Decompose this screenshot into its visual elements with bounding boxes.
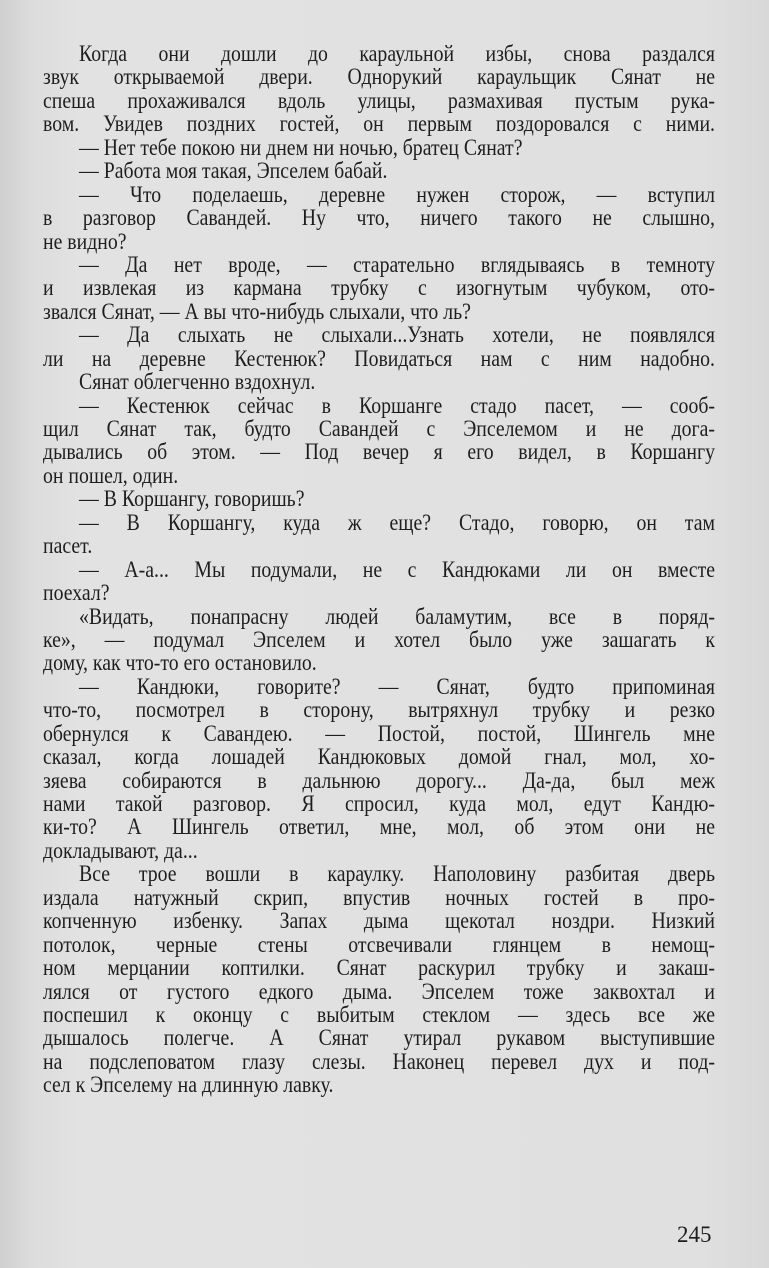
text-line	[43, 722, 715, 745]
text-line	[43, 534, 715, 557]
text-line-content: потолок, черные стены отсвечивали глянцем в немощ-	[43, 931, 716, 957]
text-line-content: поспешил к оконцу с выбитым стеклом — здесь все же	[43, 1001, 715, 1027]
text-line	[43, 487, 715, 510]
page-number: 245	[677, 1222, 712, 1247]
text-line	[43, 815, 715, 838]
text-line	[43, 909, 715, 932]
text-line	[43, 628, 715, 651]
text-line-content: — А-а... Мы подумали, не с Кандюками ли он вместе	[79, 556, 715, 582]
text-line	[43, 136, 715, 159]
text-line-content: Все трое вошли в караулку. Наполовину разбитая дверь	[79, 861, 715, 887]
text-line	[43, 323, 715, 346]
text-line-content: сел к Эпселему на длинную лавку.	[43, 1072, 334, 1098]
text-line	[43, 183, 715, 206]
text-line-content: дому, как что-то его остановило.	[43, 650, 317, 676]
text-line-content: — Кестенюк сейчас в Коршанге стадо пасет, — сооб-	[79, 392, 715, 418]
text-line-content: ке», — подумал Эпселем и хотел было уже зашагать к	[43, 626, 715, 652]
text-line-content: обернулся к Савандею. — Постой, постой, Шингель мне	[43, 720, 715, 746]
text-line	[43, 605, 715, 628]
text-line	[43, 698, 715, 721]
text-line-content: — В Коршангу, говоришь?	[79, 486, 305, 512]
text-line	[43, 464, 715, 487]
text-line-content: вом. Увидев поздних гостей, он первым поздоровался с ними.	[43, 111, 715, 137]
page-body-text	[43, 42, 715, 1097]
text-line-content: звался Сянат, — А вы что-нибудь слыхали, что ль?	[43, 298, 471, 324]
text-line	[43, 886, 715, 909]
text-line-content: издала натужный скрип, впустив ночных гостей в про-	[43, 884, 715, 910]
text-line-content: зяева собираются в дальнюю дорогу... Да-да, был меж	[43, 767, 715, 793]
text-line	[43, 511, 715, 534]
text-line	[43, 769, 715, 792]
text-line-content: сказал, когда лошадей Кандюковых домой гнал, мол, хо-	[43, 744, 715, 770]
text-line	[43, 956, 715, 979]
text-line	[43, 230, 715, 253]
text-line-content: «Видать, понапрасну людей баламутим, все в поряд-	[79, 603, 715, 629]
text-line	[43, 792, 715, 815]
text-line-content: не видно?	[43, 228, 127, 254]
text-line	[43, 417, 715, 440]
text-line-content: ли на деревне Кестенюк? Повидаться нам с ним надобно.	[43, 345, 715, 371]
text-line-content: поехал?	[43, 580, 110, 606]
text-line-content: пасет.	[43, 533, 93, 559]
text-line	[43, 581, 715, 604]
text-line	[43, 1026, 715, 1049]
text-line	[43, 675, 715, 698]
text-line	[43, 89, 715, 112]
text-line-content: — Да нет вроде, — старательно вглядываясь в темноту	[79, 251, 716, 277]
text-line-content: докладывают, да...	[43, 837, 198, 863]
text-line-content: копченную избенку. Запах дыма щекотал ноздри. Низкий	[43, 908, 715, 934]
text-line-content: — Что поделаешь, деревне нужен сторож, — вступил	[79, 181, 715, 207]
text-line	[43, 253, 715, 276]
text-line-content: на подслеповатом глазу слезы. Наконец перевел дух и под-	[43, 1048, 715, 1074]
text-line	[43, 1073, 715, 1096]
text-line-content: дышалось полегче. А Сянат утирал рукавом выступившие	[43, 1025, 716, 1051]
text-line-content: Когда они дошли до караульной избы, снова раздался	[79, 41, 715, 66]
text-line	[43, 1050, 715, 1073]
text-line-content: ки-то? А Шингель ответил, мне, мол, об этом они не	[43, 814, 715, 840]
text-line	[43, 347, 715, 370]
text-line-content: ном мерцании коптилки. Сянат раскурил трубку и закаш-	[43, 955, 715, 981]
text-line-content: и извлекая из кармана трубку с изогнутым чубуком, ото-	[43, 275, 715, 301]
text-line	[43, 300, 715, 323]
text-line	[43, 933, 715, 956]
text-line-content: нами такой разговор. Я спросил, куда мол, едут Кандю-	[43, 791, 715, 816]
text-line-content: — Да слыхать не слыхали...Узнать хотели, не появлялся	[79, 322, 715, 348]
text-line-content: — В Коршангу, куда ж еще? Стадо, говорю, он там	[79, 509, 715, 535]
text-line-content: что-то, посмотрел в сторону, вытряхнул трубку и резко	[43, 697, 715, 723]
text-line	[43, 394, 715, 417]
text-line	[43, 440, 715, 463]
text-line	[43, 370, 715, 393]
text-line	[43, 651, 715, 674]
text-line	[43, 206, 715, 229]
text-line-content: спеша прохаживался вдоль улицы, размахивая пустым рука-	[43, 87, 715, 113]
text-line	[43, 745, 715, 768]
text-line-content: — Кандюки, говорите? — Сянат, будто припоминая	[79, 673, 716, 699]
text-line	[43, 42, 715, 65]
text-line-content: в разговор Савандей. Ну что, ничего такого не слышно,	[43, 205, 715, 231]
text-line	[43, 862, 715, 885]
text-line	[43, 65, 715, 88]
text-line	[43, 980, 715, 1003]
text-line-content: он пошел, один.	[43, 462, 179, 488]
text-line-content: щил Сянат так, будто Савандей с Эпселемом и не дога-	[43, 416, 716, 441]
text-line	[43, 558, 715, 581]
text-line-content: дывались об этом. — Под вечер я его видел, в Коршангу	[43, 439, 715, 465]
text-line-content: звук открываемой двери. Однорукий караульщик Сянат не	[43, 64, 715, 90]
text-line-content: — Работа моя такая, Эпселем бабай.	[79, 158, 388, 184]
text-line	[43, 839, 715, 862]
text-line	[43, 159, 715, 182]
text-line-content: Сянат облегченно вздохнул.	[79, 369, 316, 395]
text-line-content: — Нет тебе покою ни днем ни ночью, братец Сянат?	[79, 134, 523, 160]
text-line	[43, 276, 715, 299]
text-line-content: лялся от густого едкого дыма. Эпселем тоже заквохтал и	[43, 978, 716, 1004]
text-line	[43, 1003, 715, 1026]
text-line	[43, 112, 715, 135]
